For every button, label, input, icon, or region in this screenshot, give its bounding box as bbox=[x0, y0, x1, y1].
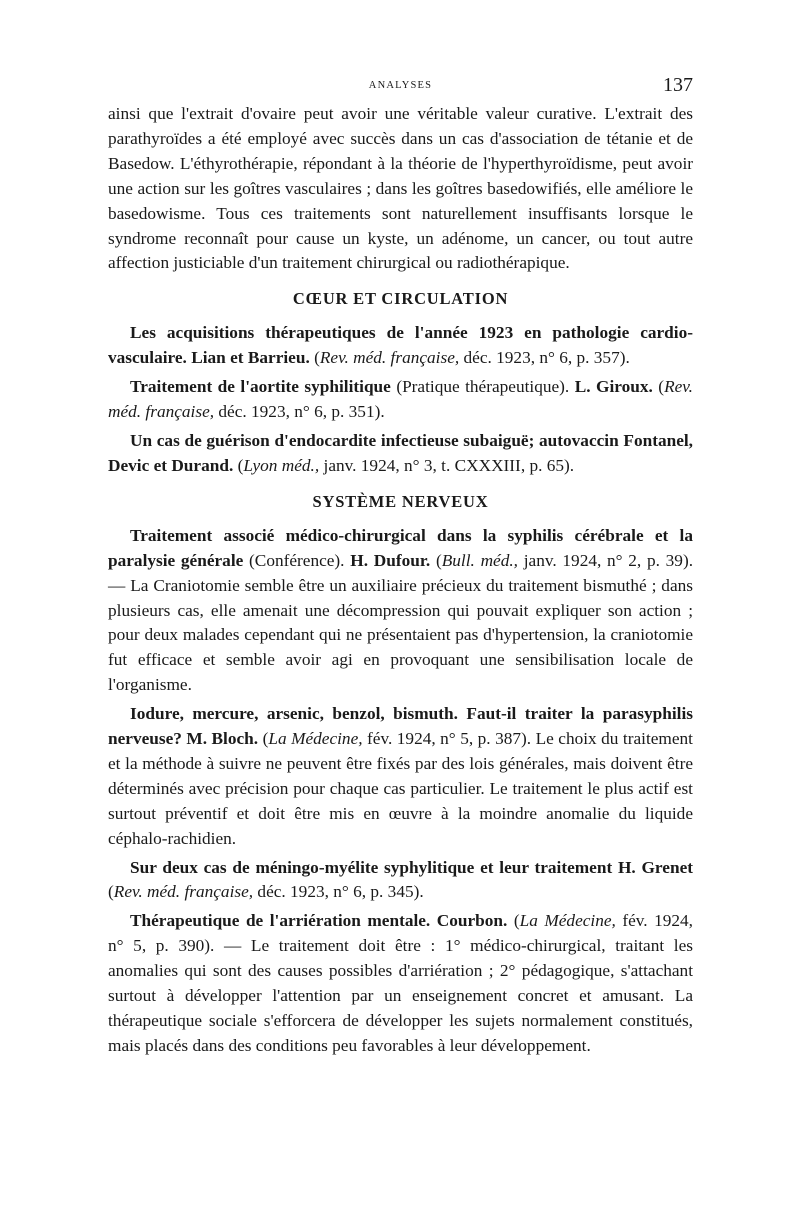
entry-ref: déc. 1923, n° 6, p. 357). bbox=[463, 348, 630, 368]
entry-nerveux-4 bbox=[108, 909, 693, 1058]
section-heading-coeur: CŒUR ET CIRCULATION bbox=[292, 289, 509, 309]
entry-paren: ( bbox=[658, 377, 665, 397]
body-text bbox=[108, 102, 693, 1059]
entry-nerveux-3 bbox=[108, 856, 693, 906]
page-number: 137 bbox=[663, 74, 693, 96]
entry-paren: ( bbox=[314, 348, 320, 368]
entry-journal: La Médecine, bbox=[519, 911, 616, 931]
entry-journal: Rev. méd. française, bbox=[113, 882, 254, 902]
entry-ref: fév. 1924, n° 5, p. 390). bbox=[108, 911, 693, 956]
entry-paren: ( bbox=[513, 911, 520, 931]
entry-authors: Lian et Barrieu. bbox=[191, 348, 310, 368]
entry-ref: déc. 1923, n° 6, p. 351). bbox=[218, 402, 385, 422]
entry-journal: Lyon méd., bbox=[243, 455, 320, 475]
entry-body: Le choix du traitement et la méthode à suivre ne peuvent être fixés par des lois générales, mais doivent être déterminés avec précision pour chaque cas particulier. Le traitement le plus actif est surtout préventif et doit être mis en œuvre à la moindre anomalie du liquide céphalo-rachidien. bbox=[108, 729, 693, 848]
entry-authors: Fontanel, Devic et Durand. bbox=[108, 430, 693, 475]
entry-paren: ( bbox=[237, 455, 244, 475]
running-title: ANALYSES bbox=[368, 80, 433, 91]
entry-authors: M. Bloch. bbox=[186, 729, 259, 749]
entry-authors: H. Grenet bbox=[617, 857, 693, 877]
entry-title: Thérapeutique de l'arriération mentale. bbox=[130, 911, 431, 931]
entry-paren: ( bbox=[108, 882, 114, 902]
entry-coeur-2 bbox=[108, 375, 693, 425]
entry-ref: janv. 1924, n° 3, t. CXXXIII, p. 65). bbox=[323, 455, 575, 475]
entry-journal: Bull. méd., bbox=[441, 550, 519, 570]
entry-paren: ( bbox=[435, 550, 442, 570]
entry-title: Sur deux cas de méningo-myélite syphylitique et leur traitement bbox=[130, 857, 613, 877]
entry-authors: Courbon. bbox=[436, 911, 508, 931]
entry-journal: Rev. méd. française, bbox=[108, 377, 693, 422]
entry-ref: déc. 1923, n° 6, p. 345). bbox=[257, 882, 424, 902]
entry-body: — Le traitement doit être : 1° médico-chirurgical, traitant les anomalies qui sont des causes possibles d'arriération ; 2° pédagogique, s'attachant surtout à développer l'attention par un enseignement concret et amusant. La thérapeutique sociale s'efforcera de développer les sujets normalement constitués, mais placés dans des conditions peu favorables à leur développement. bbox=[108, 936, 693, 1055]
entry-nerveux-1 bbox=[108, 524, 693, 698]
entry-body: — La Craniotomie semble être un auxiliaire précieux du traitement bismuthé ; dans plusieurs cas, elle amenait une décompression qui pouvait expliquer son action ; pour deux malades cependant qui ne présentaient pas d'hypertension, la craniotomie fut efficace et semble avoir agi en provoquant une sensibilisation locale de l'organisme. bbox=[108, 575, 693, 695]
entry-coeur-1 bbox=[108, 321, 693, 371]
entry-paren: ( bbox=[262, 729, 269, 749]
entry-title: Traitement associé médico-chirurgical dans la syphilis cérébrale et la paralysie générale bbox=[108, 525, 693, 570]
entry-journal: La Médecine, bbox=[268, 729, 363, 749]
entry-note: (Conférence). bbox=[249, 550, 345, 570]
entry-ref: fév. 1924, n° 5, p. 387). bbox=[367, 729, 532, 749]
page bbox=[108, 72, 693, 1063]
entry-authors: L. Giroux. bbox=[574, 377, 653, 397]
entry-note: (Pratique thérapeutique). bbox=[396, 377, 570, 397]
entry-ref: janv. 1924, n° 2, p. 39). bbox=[523, 550, 694, 570]
entry-title: Iodure, mercure, arsenic, benzol, bismuth. Faut-il traiter la parasyphilis nerveuse? bbox=[108, 704, 693, 749]
entry-coeur-3 bbox=[108, 429, 693, 479]
running-head bbox=[108, 72, 693, 102]
entry-nerveux-2 bbox=[108, 702, 693, 851]
section-heading-nerveux: SYSTÈME NERVEUX bbox=[312, 491, 489, 511]
entry-title: Un cas de guérison d'endocardite infectieuse subaiguë; autovaccin bbox=[130, 430, 619, 450]
intro-paragraph: ainsi que l'extrait d'ovaire peut avoir une véritable valeur curative. L'extrait des parathyroïdes a été employé avec succès dans un cas d'association de tétanie et de Basedow. L'éthyrothérapie, répondant à la théorie de l'hyperthyroïdisme, peut avoir une action sur les goîtres vasculaires ; dans les goîtres basedowifiés, elle améliore le basedowisme. Tous ces traitements sont naturellement insuffisants lorsque le syndrome reconnaît pour cause un kyste, un adénome, un cancer, ou tout autre affection justiciable d'un traitement chirurgical ou radiothérapique. bbox=[108, 104, 693, 273]
entry-title: Les acquisitions thérapeutiques de l'année 1923 en pathologie cardio-vasculaire. bbox=[108, 323, 693, 368]
entry-title: Traitement de l'aortite syphilitique bbox=[130, 377, 391, 397]
entry-authors: H. Dufour. bbox=[350, 550, 431, 570]
entry-journal: Rev. méd. française, bbox=[319, 348, 460, 368]
